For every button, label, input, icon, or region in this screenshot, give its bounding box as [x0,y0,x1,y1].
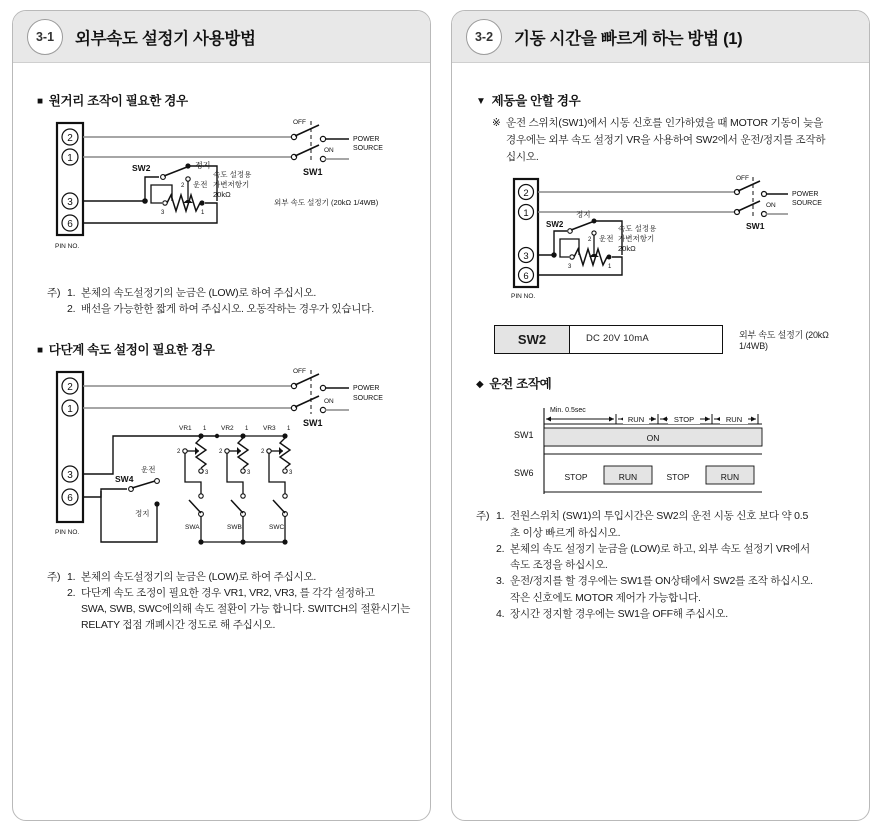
note-text: 장시간 정지할 경우에는 SW1을 OFF해 주십시오. [510,607,728,620]
power-label-line1: POWER [353,136,380,143]
pin-3-label: 3 [523,251,529,263]
timing-row-label-sw1: SW1 [514,430,534,441]
on-label: ON [324,397,334,405]
timing-span-stop: STOP [673,415,695,425]
note-lead-label: 주) [47,570,61,583]
note-text: 배선을 가능한한 짧게 하여 주십시오. 오동작하는 경우가 있습니다. [81,303,374,316]
min-time-label: Min. 0.5sec [550,407,586,415]
timing-chart [510,398,853,498]
vr-group-3 [261,425,293,545]
sw2-spec-box [494,325,723,354]
note-text: 다단계 속도 조정이 필요한 경우 VR1, VR2, VR3, 를 각각 설정하고 [81,586,375,599]
section-heading-label: 원거리 조작이 필요한 경우 [48,94,188,108]
panel-3-2 [451,10,870,821]
note-continuation: 작은 신호에도 MOTOR 제어가 가능합니다. [510,591,701,604]
notes-multistage [47,569,414,634]
notes-operation-example [476,508,853,622]
swc-label: SWC [269,523,285,531]
off-label: OFF [293,119,306,126]
square-bullet-icon: ■ [37,96,43,107]
vr2-label: VR2 [221,424,234,432]
power-label-line2: SOURCE [353,145,383,152]
external-speed-setter-caption: 외부 속도 설정기 (20kΩ 1/4WB) [739,330,829,352]
panel-3-2-body [452,63,869,632]
sw6-state-stop-2: STOP [666,472,690,483]
sw2-spec-row [494,325,853,354]
note-continuation: 초 이상 빠르게 하십시오. [510,526,621,539]
note-continuation: SWA, SWB, SWC에의해 속도 절환이 가능 합니다. SWITCH의 절환시기는 [81,603,411,616]
note-item [47,285,414,301]
pin-3-label: 3 [67,469,73,481]
vr-caption-line2: 가변저항기 [213,180,250,189]
vr-caption-line1: 속도 설정용 [213,170,252,179]
panel-3-1-body [13,63,430,644]
pin-1-label: 1 [67,153,73,164]
vr-caption-line2: 가변저항기 [618,234,655,244]
swa-label: SWA [185,523,200,531]
note-lead-label: 주) [47,287,61,299]
power-label-line2: SOURCE [353,394,383,402]
note-lead-spacer [476,606,496,622]
note-item [476,606,853,622]
vr1-terminal-3: 3 [205,469,209,476]
vr3-label: VR3 [263,424,276,432]
timing-row-label-sw6: SW6 [514,468,534,479]
pin-no-label: PIN NO. [55,243,80,250]
vr-terminal-3: 3 [161,210,165,216]
note-number: 1. [67,570,76,583]
section-heading-label: 다단계 속도 설정이 필요한 경우 [48,342,215,357]
pin-6-label: 6 [523,271,529,283]
note-lead-spacer [47,301,67,317]
pin-6-label: 6 [67,219,73,230]
pin-1-label: 1 [523,208,529,220]
circuit-diagram-remote [31,115,414,275]
section-heading-label: 제동을 안할 경우 [491,94,581,108]
note-continuation: RELATY 접점 개폐시간 정도로 해 주십시오. [81,619,276,632]
asterisk-icon: ※ [492,117,501,129]
section-badge: 3-1 [27,19,63,55]
on-label: ON [324,147,334,154]
sw1-label: SW1 [303,167,323,177]
sw6-state-run-1: RUN [618,472,638,483]
vr1-label: VR1 [179,424,192,432]
vr3-terminal-2: 2 [261,448,265,455]
sw4-label: SW4 [115,473,134,484]
note-number: 1. [496,510,505,523]
star-note-line: 운전 스위치(SW1)에서 시동 신호를 인가하였을 때 MOTOR 기동이 늦을 [506,117,824,129]
note-number: 2. [67,586,76,599]
sw1-on-state: ON [646,433,660,444]
note-item [476,508,853,524]
vr3-terminal-1: 1 [287,425,291,432]
note-lead-spacer [476,541,496,557]
timing-span-run-2: RUN [725,415,743,425]
pin-1-label: 1 [67,403,73,415]
section-heading-multistage [37,340,414,358]
page-title: 기동 시간을 빠르게 하는 방법 (1) [514,29,743,48]
square-bullet-icon: ■ [37,344,43,356]
sw2-spec-key: SW2 [495,326,570,353]
off-label: OFF [293,367,306,375]
star-note-text [506,115,825,165]
vr-caption-line3: 20kΩ [618,244,636,254]
vr3-terminal-3: 3 [289,469,293,476]
sw6-state-stop-1: STOP [564,472,588,483]
panel-3-1 [12,10,431,821]
stop-label: 정지 [195,161,211,170]
star-note-block [492,115,853,165]
circuit-diagram-no-braking [488,171,853,311]
section-heading-no-braking [476,91,853,109]
vr-group-2 [219,425,251,545]
note-item [476,573,853,589]
star-note-line: 십시오. [506,150,539,163]
vr-terminal-3: 3 [568,264,572,271]
vr-terminal-1: 1 [201,210,205,216]
vr2-terminal-1: 1 [245,425,249,432]
diamond-bullet-icon: ◆ [476,379,484,391]
note-item [47,569,414,585]
stop-label: 정지 [576,210,591,220]
run-label: 운전 [193,180,208,189]
panel-3-2-header [452,11,869,63]
note-lead-label: 주) [476,510,490,523]
vr-group-1 [177,425,209,545]
note-number: 2. [496,542,505,555]
on-label: ON [766,202,776,210]
section-badge: 3-2 [466,19,502,55]
sw1-label: SW1 [303,417,323,428]
pin-3-label: 3 [67,197,73,208]
circuit-diagram-multistage [31,364,414,559]
note-text: 본체의 속도 설정기 눈금을 (LOW)로 하고, 외부 속도 설정기 VR에서 [510,542,810,555]
section-heading-label: 운전 조작예 [489,377,552,392]
timing-span-run-1: RUN [627,415,645,425]
note-item [476,541,853,557]
panel-3-1-header [13,11,430,63]
swb-label: SWB [227,523,242,531]
notes-remote-operation [47,285,414,318]
note-number: 4. [496,607,505,620]
run-label: 운전 [599,234,614,244]
vr-caption-line3: 20kΩ [213,190,231,199]
power-label-line2: SOURCE [792,200,822,208]
vr2-terminal-3: 3 [247,469,251,476]
pin-6-label: 6 [67,492,73,504]
note-text: 본체의 속도설정기의 눈금은 (LOW)로 하여 주십시오. [81,287,317,299]
power-label-line1: POWER [792,191,819,199]
vr-terminal-2: 2 [181,183,185,189]
pin-2-label: 2 [523,188,529,200]
power-label-line1: POWER [353,384,380,392]
sw6-state-run-2: RUN [720,472,740,483]
section-heading-operation-example [476,374,853,392]
pin-2-label: 2 [67,381,73,393]
star-note-line: 경우에는 외부 속도 설정기 VR을 사용하여 SW2에서 운전/정지를 조작하 [506,133,826,146]
sw2-label: SW2 [546,220,564,230]
vr-caption-line1: 속도 설정용 [618,224,657,234]
sw1-label: SW1 [746,221,765,232]
note-text: 전원스위치 (SW1)의 투입시간은 SW2의 운전 시동 신호 보다 약 0.5 [510,510,809,523]
pin-2-label: 2 [67,133,73,144]
pin-no-label: PIN NO. [55,528,80,536]
off-label: OFF [736,175,749,183]
vr-terminal-1: 1 [608,264,612,271]
note-number: 3. [496,575,505,588]
note-number: 1. [67,287,76,299]
note-text: 본체의 속도설정기의 눈금은 (LOW)로 하여 주십시오. [81,570,317,583]
page-title: 외부속도 설정기 사용방법 [75,29,256,48]
run-label: 운전 [141,464,156,474]
stop-label: 정지 [135,508,150,518]
note-item [47,585,414,601]
vr2-terminal-2: 2 [219,448,223,455]
sw2-label: SW2 [132,163,151,173]
section-heading-remote-operation [37,91,414,109]
vr1-terminal-1: 1 [203,425,207,432]
sw2-spec-value: DC 20V 10mA [570,326,722,353]
vr1-terminal-2: 2 [177,448,181,455]
note-text: 운전/정지를 할 경우에는 SW1를 ON상태에서 SW2를 조작 하십시오. [510,575,813,588]
vr-terminal-2: 2 [588,237,592,244]
note-continuation: 속도 조정을 하십시오. [510,559,608,572]
note-number: 2. [67,303,76,316]
note-lead-spacer [476,573,496,589]
external-speed-setter-caption: 외부 속도 설정기 (20kΩ 1/4WB) [274,198,379,207]
pin-no-label: PIN NO. [511,293,536,301]
note-lead-spacer [47,585,67,601]
triangle-down-icon: ▼ [476,96,486,107]
note-item [47,301,414,317]
